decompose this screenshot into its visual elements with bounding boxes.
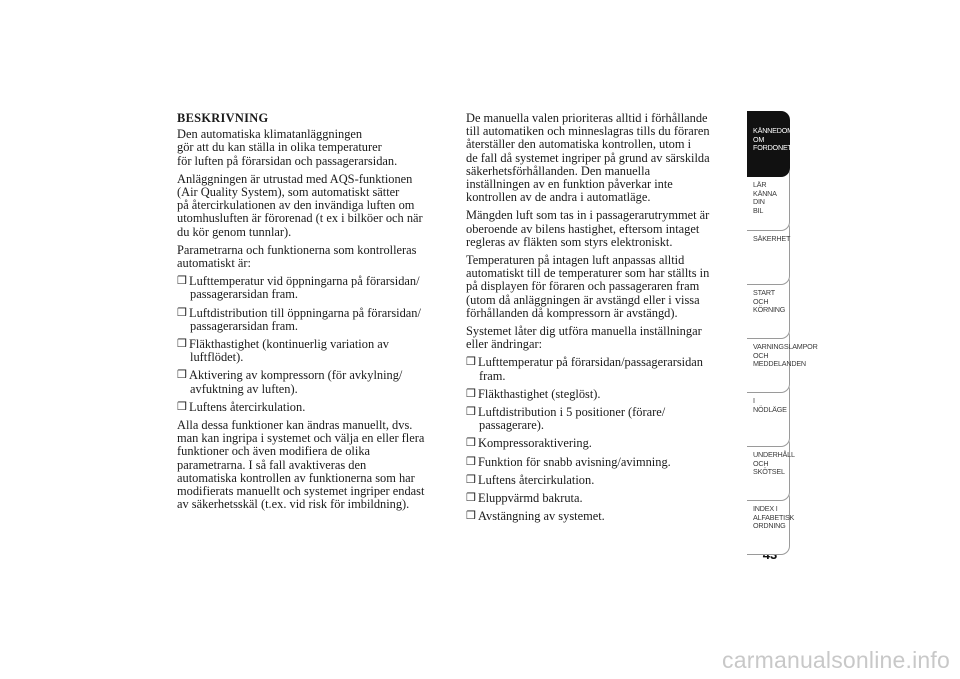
- text-line: man kan ingripa i systemet och välja en eller flera: [177, 431, 425, 446]
- list-item-text: [189, 369, 449, 395]
- watermark: carmanualsonline.info: [722, 647, 950, 673]
- paragraph: [177, 244, 449, 270]
- paragraph: [466, 254, 738, 320]
- checkbox-bullet-icon: ❒: [466, 387, 476, 400]
- chapter-tab-label: ORDNING: [753, 521, 786, 531]
- text-line: de fall då systemet ingriper på grund av särskilda: [466, 150, 710, 165]
- text-line: (Air Quality System), som automatiskt sätter: [177, 185, 400, 200]
- text-line: Anläggningen är utrustad med AQS-funktionen: [177, 171, 413, 186]
- text-line: Alla dessa funktioner kan ändras manuellt, dvs.: [177, 418, 413, 433]
- list-item: [466, 474, 738, 487]
- text-line: De manuella valen prioriteras alltid i förhållande: [466, 111, 708, 125]
- text-line: modifierats manuellt och systemet ingriper endast: [177, 484, 425, 499]
- text-line: inställningen av en funktion påverkar inte: [466, 177, 673, 192]
- text-line: parametrarna. I så fall avaktiveras den: [177, 457, 367, 472]
- paragraph: [177, 128, 449, 168]
- chapter-tab-label: LÄR KÄNNA DIN: [753, 180, 777, 207]
- list-item-text: [478, 388, 738, 401]
- paragraph: [466, 112, 738, 204]
- list-item: [466, 456, 738, 469]
- checkbox-bullet-icon: ❒: [466, 406, 476, 419]
- text-line: passagerare).: [479, 418, 545, 433]
- text-line: automatiskt till de temperaturer som har ställts in: [466, 266, 710, 281]
- chapter-tab-label: BIL: [753, 205, 764, 215]
- list-item: [466, 356, 738, 382]
- text-line: Lufttemperatur på förarsidan/passagerarsidan: [478, 355, 703, 370]
- text-line: regleras av fläkten som styrs elektroniskt.: [466, 234, 673, 249]
- text-line: passagerarsidan fram.: [190, 287, 299, 302]
- checkbox-bullet-icon: ❒: [177, 338, 187, 351]
- list-item-text: [478, 492, 738, 505]
- paragraph: [466, 325, 738, 351]
- list-item: [466, 406, 738, 432]
- text-line: återställer den automatiska kontrollen, utom i: [466, 137, 692, 152]
- text-line: gör att du kan ställa in olika temperaturer: [177, 140, 382, 155]
- text-line: av säkerhetsskäl (t.ex. vid risk för imbildning).: [177, 497, 410, 512]
- chapter-tab-1[interactable]: [747, 111, 793, 177]
- checkbox-bullet-icon: ❒: [466, 510, 476, 523]
- checkbox-bullet-icon: ❒: [466, 455, 476, 468]
- text-line: Eluppvärmd bakruta.: [478, 491, 583, 506]
- chapter-tab-label: ALFABETISK: [753, 512, 795, 522]
- text-line: fram.: [479, 368, 506, 383]
- text-line: Fläkthastighet (steglöst).: [478, 386, 601, 401]
- text-line: luftflödet).: [190, 350, 244, 365]
- list-item-text: [189, 338, 449, 364]
- chapter-tab-label: SÄKERHET: [753, 234, 791, 243]
- bullet-list: [177, 275, 449, 414]
- chapter-tab-label: VARNINGSLAMPOR: [753, 342, 818, 351]
- chapter-tab-label: KÄNNEDOM OM: [753, 126, 793, 144]
- chapter-tab-label: KÖRNING: [753, 305, 786, 315]
- list-item: [177, 338, 449, 364]
- paragraph: [177, 419, 449, 511]
- text-line: utomhusluften är förorenad (t ex i bilköer och när: [177, 211, 423, 226]
- chapter-tab-label: I NÖDLÄGE: [753, 396, 787, 414]
- list-item-text: [189, 275, 449, 301]
- text-line: Den automatiska klimatanläggningen: [177, 127, 363, 142]
- list-item: [466, 437, 738, 450]
- text-line: Temperaturen på intagen luft anpassas alltid: [466, 253, 685, 268]
- list-item-text: [478, 510, 738, 523]
- text-line: förhållanden då kompressorn är avstängd).: [466, 305, 678, 320]
- text-line: funktioner och även modifiera de olika: [177, 444, 371, 459]
- list-item: [466, 492, 738, 505]
- list-item-text: [189, 307, 449, 333]
- text-line: du kör genom tunnlar).: [177, 224, 292, 239]
- text-line: säkerhetsförhållanden. Den manuella: [466, 163, 651, 178]
- chapter-tab-label: START OCH: [753, 288, 775, 306]
- text-line: avfuktning av luften).: [190, 381, 298, 396]
- text-line: Luftens återcirkulation.: [189, 399, 306, 414]
- text-line: Mängden luft som tas in i passagerarutrymmet är: [466, 208, 710, 223]
- list-item: [466, 510, 738, 523]
- list-item: [466, 388, 738, 401]
- chapter-tab-label: FORDONET: [753, 143, 792, 153]
- checkbox-bullet-icon: ❒: [177, 306, 187, 319]
- checkbox-bullet-icon: ❒: [466, 492, 476, 505]
- text-line: Fläkthastighet (kontinuerlig variation av: [189, 337, 389, 352]
- chapter-tab-label: OCH: [753, 350, 769, 360]
- text-line: passagerarsidan fram.: [190, 318, 299, 333]
- bullet-list: [466, 356, 738, 523]
- list-item-text: [478, 437, 738, 450]
- paragraph: [177, 173, 449, 239]
- text-line: kontrollen av de andra i automatläge.: [466, 190, 651, 205]
- text-line: på displayen för föraren och passageraren fram: [466, 279, 700, 294]
- list-item-text: [478, 356, 738, 382]
- left-column: [177, 112, 449, 516]
- text-line: eller ändringar:: [466, 337, 543, 352]
- list-item-text: [478, 406, 738, 432]
- list-item: [177, 307, 449, 333]
- text-line: Lufttemperatur vid öppningarna på förarsidan/: [189, 274, 420, 289]
- text-line: (utom då anläggningen är avstängd eller i vissa: [466, 292, 700, 307]
- checkbox-bullet-icon: ❒: [466, 437, 476, 450]
- text-line: oberoende av bilens hastighet, eftersom intaget: [466, 221, 700, 236]
- list-item-text: [189, 401, 449, 414]
- text-line: Kompressoraktivering.: [478, 436, 592, 451]
- text-line: Aktivering av kompressorn (för avkylning/: [189, 368, 403, 383]
- checkbox-bullet-icon: ❒: [466, 473, 476, 486]
- list-item-text: [478, 456, 738, 469]
- text-line: på återcirkulationen av den invändiga luften om: [177, 198, 415, 213]
- list-item: [177, 369, 449, 395]
- text-line: Luftens återcirkulation.: [478, 472, 595, 487]
- text-line: Funktion för snabb avisning/avimning.: [478, 454, 671, 469]
- chapter-tab-label: MEDDELANDEN: [753, 359, 806, 369]
- chapter-tab-label: INDEX I: [753, 504, 778, 513]
- text-line: Avstängning av systemet.: [478, 509, 605, 524]
- text-line: automatiskt är:: [177, 256, 251, 271]
- text-line: Systemet låter dig utföra manuella inställningar: [466, 324, 702, 339]
- list-item: [177, 401, 449, 414]
- paragraph: [466, 209, 738, 249]
- text-line: till automatiken och minneslagras tills du föraren: [466, 124, 710, 139]
- chapter-tab-label: SKÖTSEL: [753, 467, 785, 477]
- checkbox-bullet-icon: ❒: [177, 275, 187, 288]
- checkbox-bullet-icon: ❒: [177, 400, 187, 413]
- text-line: Luftdistribution till öppningarna på förarsidan/: [189, 305, 421, 320]
- checkbox-bullet-icon: ❒: [177, 369, 187, 382]
- text-line: Parametrarna och funktionerna som kontrolleras: [177, 242, 417, 257]
- list-item: [177, 275, 449, 301]
- checkbox-bullet-icon: ❒: [466, 356, 476, 369]
- text-line: för luften på förarsidan och passagerarsidan.: [177, 153, 398, 168]
- chapter-tab-label: UNDERHÅLL OCH: [753, 450, 795, 468]
- list-item-text: [478, 474, 738, 487]
- text-line: Luftdistribution i 5 positioner (förare/: [478, 405, 666, 420]
- text-line: automatiska kontrollen av funktionerna som har: [177, 470, 415, 485]
- right-column: [466, 112, 738, 528]
- section-heading: BESKRIVNING: [177, 111, 269, 125]
